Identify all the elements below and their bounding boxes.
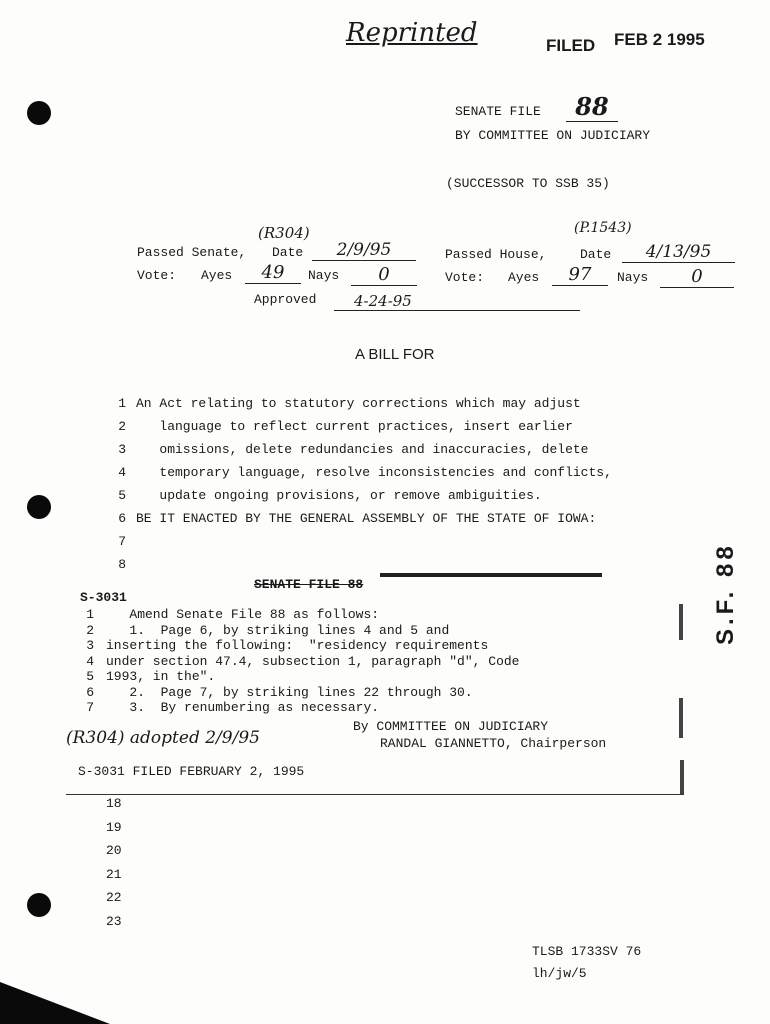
footer-code: TLSB 1733SV 76 — [532, 944, 642, 959]
senate-date-label: Date — [272, 245, 304, 260]
filed-date: FEB 2 1995 — [614, 30, 705, 49]
reprinted-stamp: Reprinted — [346, 18, 478, 48]
senate-nays-label: Nays — [308, 268, 340, 283]
line-number: 19 — [106, 819, 122, 835]
amendment-by-line: By COMMITTEE ON JUDICIARY — [353, 719, 549, 734]
successor-note: (SUCCESSOR TO SSB 35) — [446, 176, 610, 191]
amendment-line: 1993, in the". — [106, 669, 216, 684]
amendment-line: 2. Page 7, by striking lines 22 through 30. — [106, 684, 473, 700]
senate-file-number: 88 — [566, 92, 618, 122]
amendment-line: under section 47.4, subsection 1, paragraph "d", Code — [106, 653, 520, 669]
adopted-note: (R304) adopted 2/9/95 — [66, 728, 260, 748]
amendment-line: Amend Senate File 88 as follows: — [106, 607, 380, 622]
house-ayes-label: Ayes — [508, 270, 540, 285]
house-vote-label: Vote: — [445, 270, 485, 285]
scan-mark — [679, 698, 683, 738]
bill-line: update ongoing provisions, or remove ambiguities. — [136, 488, 542, 503]
senate-ayes-label: Ayes — [201, 268, 233, 283]
amendment-bottom-rule — [66, 794, 684, 795]
bill-line: language to reflect current practices, insert earlier — [136, 419, 573, 434]
line-number: 20 — [106, 843, 122, 859]
scan-mark — [679, 604, 683, 640]
scan-mark — [680, 760, 684, 794]
amendment-line-number: 5 — [86, 669, 94, 684]
house-ayes: 97 — [552, 264, 608, 286]
amendment-header-bar — [380, 573, 602, 577]
line-number: 8 — [118, 557, 126, 572]
house-page-ref: (P.1543) — [574, 220, 632, 236]
senate-vote-label: Vote: — [137, 268, 177, 283]
amendment-line: inserting the following: "residency requirements — [106, 638, 489, 653]
line-number: 7 — [118, 534, 126, 549]
amendment-line-number: 7 — [86, 700, 94, 715]
line-number: 21 — [106, 866, 122, 882]
punch-hole-middle — [27, 495, 51, 519]
footer-initials: lh/jw/5 — [532, 966, 587, 981]
bill-line: An Act relating to statutory corrections which may adjust — [136, 396, 581, 411]
line-number: 18 — [106, 796, 122, 811]
house-date-label: Date — [580, 247, 612, 262]
by-committee: BY COMMITTEE ON JUDICIARY — [455, 128, 651, 143]
house-date: 4/13/95 — [622, 242, 735, 263]
amendment-header: SENATE FILE 88 — [254, 577, 364, 592]
side-label: S.F. 88 — [712, 542, 739, 645]
house-nays-label: Nays — [617, 270, 649, 285]
amendment-line-number: 1 — [86, 607, 94, 622]
passed-house-label: Passed House, — [445, 247, 547, 262]
bill-line: temporary language, resolve inconsistencies and conflicts, — [136, 465, 612, 480]
bill-title: A BILL FOR — [355, 346, 435, 363]
passed-senate-label: Passed Senate, — [137, 245, 247, 260]
bill-line: BE IT ENACTED BY THE GENERAL ASSEMBLY OF THE STATE OF IOWA: — [136, 511, 597, 526]
line-number: 3 — [118, 442, 126, 457]
senate-file-label: SENATE FILE — [455, 104, 541, 119]
filed-label: FILED — [546, 36, 596, 55]
line-number: 2 — [118, 419, 126, 434]
amendment-line: 1. Page 6, by striking lines 4 and 5 and — [106, 622, 450, 638]
punch-hole-bottom — [27, 893, 51, 917]
senate-page-ref: (R304) — [258, 224, 310, 242]
senate-date: 2/9/95 — [312, 240, 416, 261]
line-number: 6 — [118, 511, 126, 526]
amendment-line: 3. By renumbering as necessary. — [106, 700, 380, 715]
approved-date: 4-24-95 — [334, 292, 580, 311]
line-number: 1 — [118, 396, 126, 411]
bill-line: omissions, delete redundancies and inaccuracies, delete — [136, 442, 589, 457]
amendment-line-number: 2 — [86, 622, 94, 638]
scan-corner-shadow — [0, 976, 110, 1024]
line-number: 22 — [106, 890, 122, 906]
senate-nays: 0 — [351, 264, 417, 286]
senate-ayes: 49 — [245, 262, 301, 284]
house-nays: 0 — [660, 266, 734, 288]
amendment-line-number: 4 — [86, 653, 94, 669]
line-number: 23 — [106, 914, 122, 929]
approved-label: Approved — [254, 292, 317, 307]
line-number: 5 — [118, 488, 126, 503]
amendment-filed-line: S-3031 FILED FEBRUARY 2, 1995 — [78, 764, 305, 779]
amendment-number: S-3031 — [80, 590, 127, 605]
amendment-line-number: 3 — [86, 638, 94, 653]
amendment-line-number: 6 — [86, 684, 94, 700]
punch-hole-top — [27, 101, 51, 125]
amendment-chair: RANDAL GIANNETTO, Chairperson — [380, 736, 607, 751]
line-number: 4 — [118, 465, 126, 480]
